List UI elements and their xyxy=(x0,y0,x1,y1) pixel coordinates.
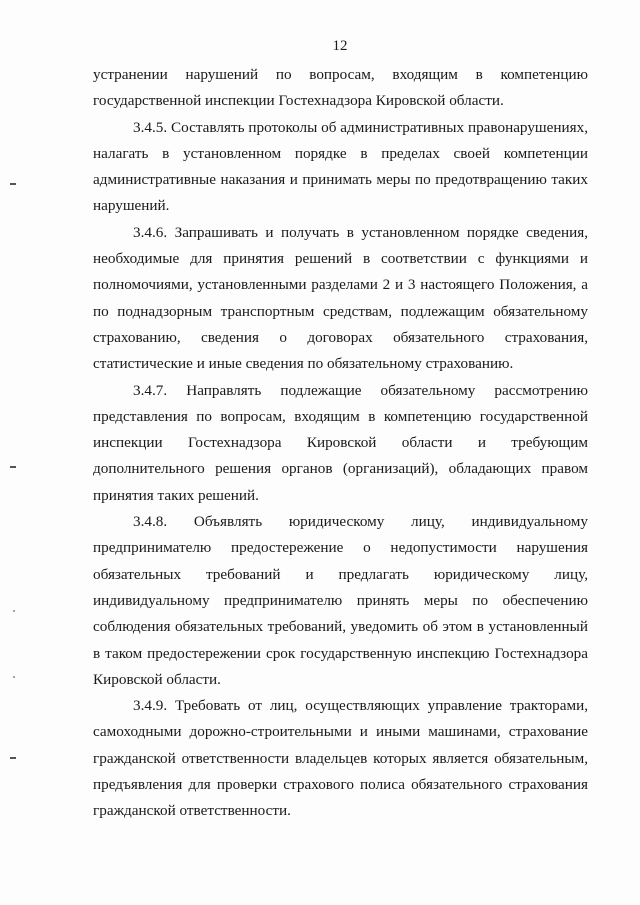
paragraph-3-4-8: 3.4.8. Объявлять юридическому лицу, индивидуальному предпринимателю предостережение о недопустимости нарушения обязательных требований и предлагать юридическому лицу, индивидуальному предпринимателю принять меры по обеспечению соблюдения обязательных требований, уведомить об этом в установленный в таком предостережении срок государственную инспекцию Гостехнадзора Кировской области. xyxy=(93,513,588,688)
paragraph-3-4-5: 3.4.5. Составлять протоколы об административных правонарушениях, налагать в установленном порядке в пределах своей компетенции административные наказания и принимать меры по предотвращению таких нарушений. xyxy=(93,118,588,215)
scan-speck xyxy=(13,610,15,612)
paragraph-3-4-7: 3.4.7. Направлять подлежащие обязательному рассмотрению представления по вопросам, входящим в компетенцию государственной инспекции Гостехнадзора Кировской области и требующим дополнительного решения органов (организаций), обладающих правом принятия таких решений. xyxy=(93,381,588,504)
paragraph-3-4-9: 3.4.9. Требовать от лиц, осуществляющих управление тракторами, самоходными дорожно-строительными и иными машинами, страхование гражданской ответственности владельцев которых является обязательным, предъявления для проверки страхового полиса обязательного страхования гражданской ответственности. xyxy=(93,697,588,820)
paragraph-continuation: устранении нарушений по вопросам, входящим в компетенцию государственной инспекции Гостехнадзора Кировской области. xyxy=(93,66,588,110)
margin-mark xyxy=(10,757,16,759)
paragraph-3-4-6: 3.4.6. Запрашивать и получать в установленном порядке сведения, необходимые для принятия решений в соответствии с функциями и полномочиями, установленными разделами 2 и 3 настоящего Положения, а по поднадзорным транспортным средствам, подлежащим обязательному страхованию, сведения о договорах обязательного страхования, статистические и иные сведения по обязательному страхованию. xyxy=(93,223,588,373)
scan-speck xyxy=(13,676,15,678)
margin-mark xyxy=(10,183,16,185)
page-number: 12 xyxy=(332,38,348,54)
document-body xyxy=(93,62,588,825)
margin-mark xyxy=(10,466,16,468)
